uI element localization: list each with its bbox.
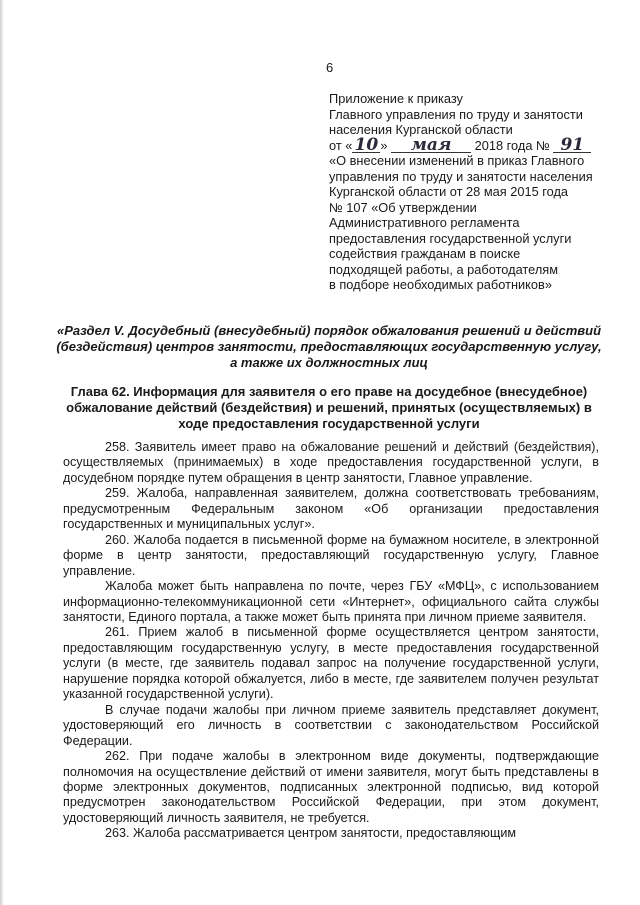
paragraph: 261. Прием жалоб в письменной форме осуществляется центром занятости, предоставляющим государственную услугу, в месте предоставления государственной услуги (в месте, где заявитель подавал запрос на получение государственной услуги, нарушение порядка которой обжалуется, либо в месте, где заявителем получен результат указанной государственной услуги).: [63, 625, 599, 702]
appendix-title-line: предоставления государственной услуги: [329, 230, 572, 246]
paragraph: 263. Жалоба рассматривается центром занятости, предоставляющим: [105, 826, 517, 841]
appendix-line: Приложение к приказу: [329, 91, 463, 106]
appendix-title-line: «О внесении изменений в приказ Главного: [329, 153, 585, 168]
page-number: 6: [326, 60, 334, 75]
scan-edge: [0, 0, 4, 905]
appendix-title-line: Административного регламента: [329, 215, 520, 230]
date-mid: »: [380, 137, 388, 153]
paragraph: 262. При подаче жалобы в электронном виде документы, подтверждающие полномочия на осуществление действий от имени заявителя, могут быть представлены в форме электронных документов, подписанных электронной подписью, вид которой предусмотрен законодательством Российской Федерации, при этом документ, удостоверяющий личность заявителя, не требуется.: [63, 749, 599, 825]
chapter-title: Глава 62. Информация для заявителя о его праве на досудебное (внесудебное) обжалование действий (бездействия) и решений, принятых (осуществляемых) в ходе предоставления государственной услуги: [66, 384, 592, 431]
appendix-title-line: подходящей работы, а работодателям: [329, 261, 559, 277]
appendix-line: Главного управления по труду и занятости: [329, 106, 583, 122]
date-prefix: от «: [329, 137, 353, 153]
section-title: «Раздел V. Досудебный (внесудебный) порядок обжалования решений и действий (бездействия) центров занятости, предоставляющих государственную услугу, а также их должностных лиц: [56, 323, 602, 370]
paragraph: В случае подачи жалобы при личном приеме заявитель представляет документ, удостоверяющий его личность в соответствии с законодательством Российской Федерации.: [63, 702, 599, 748]
date-year: 2018 года №: [474, 137, 550, 153]
appendix-title-line: № 107 «Об утверждении: [329, 199, 477, 215]
appendix-title-line: в подборе необходимых работников»: [329, 277, 552, 292]
handwritten-day: 10: [352, 139, 380, 153]
appendix-title-line: управления по труду и занятости населения: [329, 168, 593, 184]
paragraph: 258. Заявитель имеет право на обжалование решений и действий (бездействия), осуществляемых (принимаемых) в ходе предоставления государственной услуги, в досудебном порядке путем обращения в центр занятости, Главное управление.: [63, 440, 599, 485]
appendix-block: [329, 91, 614, 293]
handwritten-order-number: 91: [553, 139, 591, 153]
appendix-date-line: [329, 134, 614, 155]
appendix-line: населения Курганской области: [329, 122, 513, 137]
body-text: [63, 440, 599, 842]
paragraph: 260. Жалоба подается в письменной форме на бумажном носителе, в электронной форме в центр занятости, предоставляющий государственную услугу, Главное управление.: [63, 532, 599, 578]
paragraph: Жалоба может быть направлена по почте, через ГБУ «МФЦ», с использованием информационно-телекоммуникационной сети «Интернет», официального сайта службы занятости, Единого портала, а также может быть принята при личном приеме заявителя.: [63, 579, 599, 624]
appendix-title-line: Курганской области от 28 мая 2015 года: [329, 184, 569, 199]
appendix-title-line: содействия гражданам в поиске: [329, 246, 521, 261]
handwritten-month: мая: [391, 139, 471, 153]
paragraph: 259. Жалоба, направленная заявителем, должна соответствовать требованиям, предусмотренным Федеральным законом «Об организации предоставления государственных и муниципальных услуг».: [63, 486, 599, 532]
